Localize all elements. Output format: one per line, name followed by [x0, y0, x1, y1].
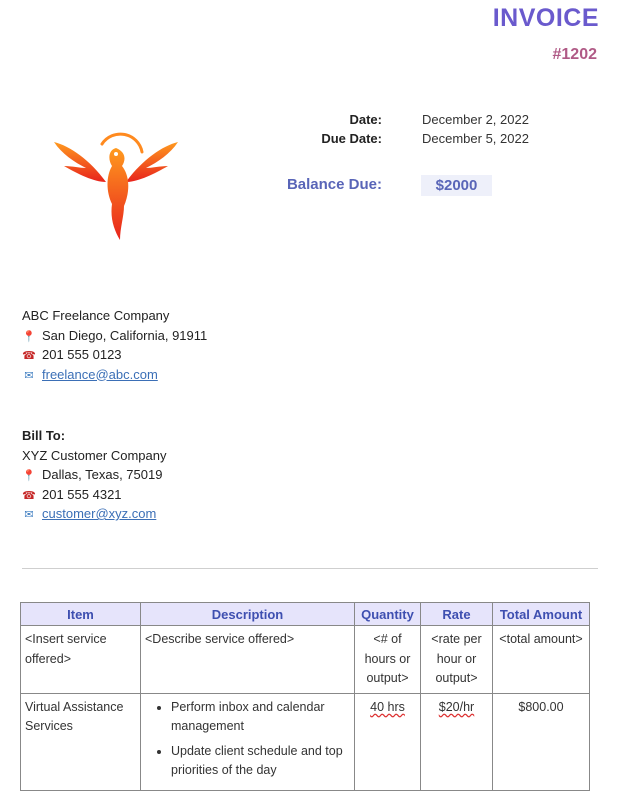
cell-rate[interactable]: <rate per hour or output>	[421, 626, 493, 694]
cell-item[interactable]: Virtual Assistance Services	[21, 693, 141, 790]
due-date-label: Due Date:	[321, 131, 382, 146]
cell-description[interactable]	[141, 693, 355, 790]
bullet-item: • Update client schedule and top priorities of the day	[171, 742, 350, 781]
map-pin-icon: 📍	[22, 330, 36, 343]
cell-item[interactable]: <Insert service offered>	[21, 626, 141, 694]
date-label: Date:	[349, 112, 382, 127]
header-total-amount: Total Amount	[493, 603, 590, 626]
sender-email-link[interactable]: freelance@abc.com	[42, 366, 158, 382]
table-header-row	[21, 603, 590, 626]
cell-total[interactable]: <total amount>	[493, 626, 590, 694]
envelope-icon: ✉	[24, 509, 34, 521]
rate-value: $20/hr	[438, 699, 475, 714]
balance-due-value: $2000	[421, 175, 492, 196]
due-date-value: December 5, 2022	[422, 131, 529, 146]
invoice-title: INVOICE	[492, 4, 599, 32]
telephone-icon: ☎	[22, 489, 36, 502]
cell-quantity[interactable]	[355, 693, 421, 790]
table-row	[21, 693, 590, 790]
sender-address: San Diego, California, 91911	[42, 327, 208, 343]
header-quantity: Quantity	[355, 603, 421, 626]
client-email-link[interactable]: customer@xyz.com	[42, 506, 157, 521]
cell-rate[interactable]	[421, 693, 493, 790]
bill-to-block	[22, 426, 167, 524]
envelope-icon: ✉	[24, 369, 34, 382]
table-row	[21, 626, 590, 694]
invoice-number: #1202	[552, 46, 597, 63]
bill-to-heading: Bill To:	[22, 428, 66, 443]
cell-description[interactable]: <Describe service offered>	[141, 626, 355, 694]
date-value: December 2, 2022	[422, 112, 529, 127]
sender-company: ABC Freelance Company	[22, 308, 170, 323]
line-items-table	[20, 602, 590, 791]
quantity-value: 40 hrs	[370, 699, 405, 714]
header-rate: Rate	[421, 603, 493, 626]
client-address: Dallas, Texas, 75019	[42, 467, 163, 482]
telephone-icon: ☎	[22, 350, 36, 362]
sender-phone: 201 555 0123	[42, 347, 122, 362]
cell-quantity[interactable]: <# of hours or output>	[355, 626, 421, 694]
header-item: Item	[21, 603, 141, 626]
bullet-item: • Perform inbox and calendar management	[171, 698, 350, 737]
client-phone: 201 555 4321	[42, 486, 122, 502]
client-company: XYZ Customer Company	[22, 447, 167, 463]
section-divider	[22, 568, 598, 569]
description-bullets	[145, 698, 350, 781]
phoenix-logo	[50, 126, 182, 244]
cell-total[interactable]: $800.00	[493, 693, 590, 790]
sender-block	[22, 306, 207, 384]
balance-due-label: Balance Due:	[286, 176, 382, 193]
map-pin-icon: 📍	[22, 470, 36, 482]
header-description: Description	[141, 603, 355, 626]
